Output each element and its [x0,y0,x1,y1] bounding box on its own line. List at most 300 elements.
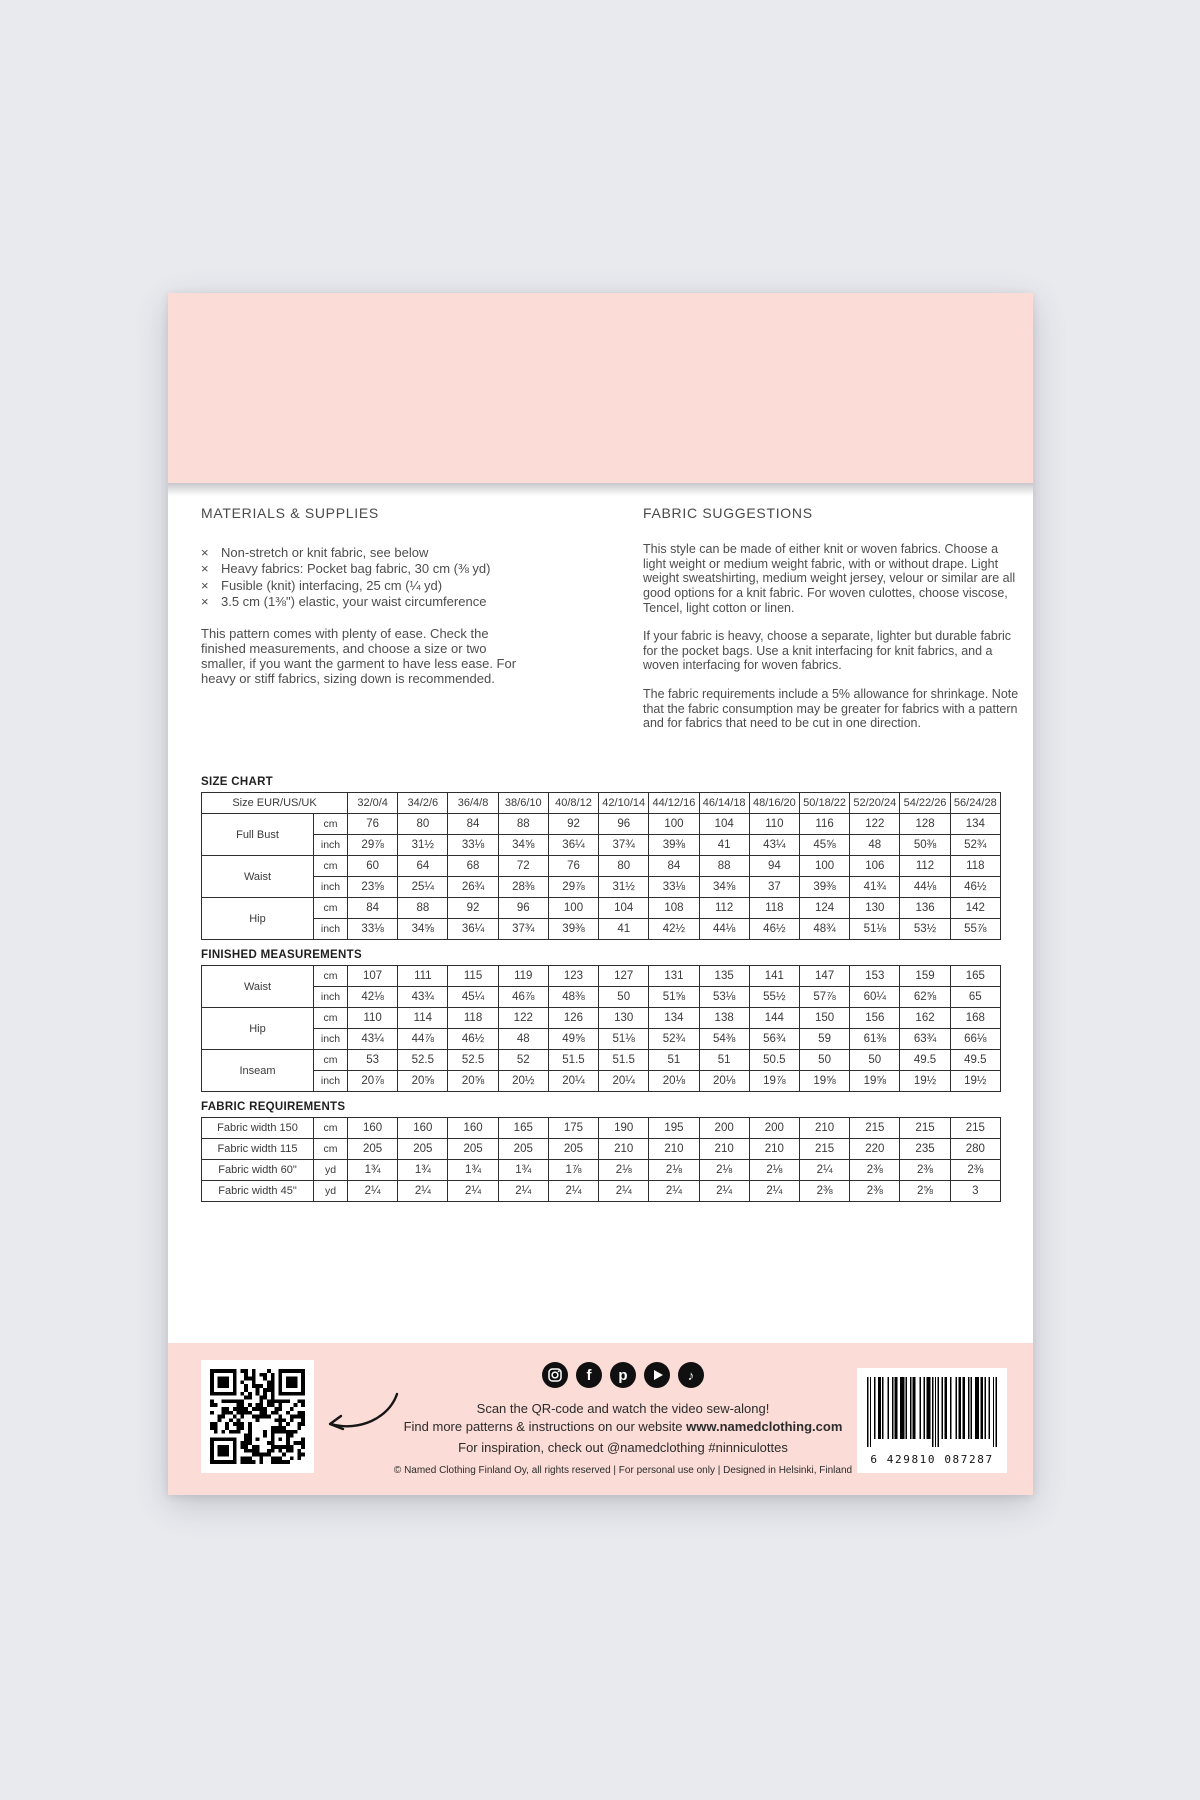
value-cell: 48 [850,835,900,856]
value-cell: 31½ [599,877,649,898]
row-label: Hip [202,898,314,940]
fabric-suggestions-title: FABRIC SUGGESTIONS [643,505,813,521]
value-cell: 53 [348,1050,398,1071]
value-cell: 200 [699,1118,749,1139]
value-cell: 160 [348,1118,398,1139]
size-column-header: 48/16/20 [749,793,799,814]
value-cell: 2⅛ [599,1160,649,1181]
value-cell: 31½ [398,835,448,856]
fabric-requirements-table [201,1117,1001,1202]
value-cell: 110 [749,814,799,835]
value-cell: 20¼ [599,1071,649,1092]
value-cell: 118 [950,856,1000,877]
table-row [202,987,1001,1008]
value-cell: 124 [799,898,849,919]
value-cell: 100 [649,814,699,835]
size-column-header: 38/6/10 [498,793,548,814]
value-cell: 210 [699,1139,749,1160]
value-cell: 51⅛ [599,1029,649,1050]
website-url: www.namedclothing.com [686,1419,843,1435]
value-cell: 122 [498,1008,548,1029]
materials-list-text: Fusible (knit) interfacing, 25 cm (¼ yd) [221,577,443,593]
value-cell: 2¼ [749,1181,799,1202]
facebook-icon [576,1362,602,1388]
row-label: Fabric width 150 [202,1118,314,1139]
value-cell: 45⅝ [799,835,849,856]
value-cell: 153 [850,966,900,987]
value-cell: 160 [398,1118,448,1139]
value-cell: 94 [749,856,799,877]
value-cell: 60¼ [850,987,900,1008]
footer-text-block [353,1362,893,1477]
value-cell: 88 [398,898,448,919]
value-cell: 39⅜ [649,835,699,856]
value-cell: 118 [448,1008,498,1029]
unit-cell: inch [314,987,348,1008]
value-cell: 45¼ [448,987,498,1008]
value-cell: 156 [850,1008,900,1029]
value-cell: 48 [498,1029,548,1050]
value-cell: 130 [850,898,900,919]
value-cell: 50⅜ [900,835,950,856]
value-cell: 2¼ [799,1160,849,1181]
value-cell: 61⅜ [850,1029,900,1050]
value-cell: 33⅛ [348,919,398,940]
value-cell: 20½ [498,1071,548,1092]
value-cell: 51⅛ [850,919,900,940]
unit-cell: cm [314,856,348,877]
value-cell: 55⅞ [950,919,1000,940]
value-cell: 49.5 [950,1050,1000,1071]
value-cell: 1¾ [398,1160,448,1181]
fabric-requirements-title: FABRIC REQUIREMENTS [201,1101,346,1113]
value-cell: 168 [950,1008,1000,1029]
value-cell: 200 [749,1118,799,1139]
value-cell: 20⅛ [649,1071,699,1092]
value-cell: 29⅞ [548,877,598,898]
fabric-paragraph: This style can be made of either knit or woven fabrics. Choose a light weight or medium weight fabric, with or without drape. Light weight sweatshirting, medium weight jersey, velour or similar are all good options for a knit fabric. For woven culottes, choose viscose, Tencel, light cotton or linen. [643,542,1016,615]
value-cell: 100 [799,856,849,877]
table-row [202,919,1001,940]
value-cell: 160 [448,1118,498,1139]
value-cell: 2⅜ [799,1181,849,1202]
value-cell: 131 [649,966,699,987]
value-cell: 138 [699,1008,749,1029]
materials-list-text: 3.5 cm (1⅜") elastic, your waist circumference [221,594,487,610]
table-row [202,877,1001,898]
unit-cell: inch [314,835,348,856]
table-row [202,814,1001,835]
instagram-icon [542,1362,568,1388]
youtube-play-glyph [654,1370,663,1380]
value-cell: 37¾ [498,919,548,940]
value-cell: 49⅝ [548,1029,598,1050]
facebook-glyph: f [586,1366,592,1384]
value-cell: 51 [649,1050,699,1071]
value-cell: 50 [799,1050,849,1071]
value-cell: 142 [950,898,1000,919]
table-row [202,1008,1001,1029]
size-column-header: 46/14/18 [699,793,749,814]
value-cell: 2¼ [548,1181,598,1202]
value-cell: 205 [448,1139,498,1160]
unit-cell: cm [314,966,348,987]
value-cell: 25¼ [398,877,448,898]
value-cell: 195 [649,1118,699,1139]
value-cell: 112 [900,856,950,877]
table-row [202,1071,1001,1092]
size-column-header: 50/18/22 [799,793,849,814]
value-cell: 123 [548,966,598,987]
value-cell: 215 [850,1118,900,1139]
materials-list-text: Heavy fabrics: Pocket bag fabric, 30 cm (⅜ yd) [221,561,491,577]
value-cell: 46½ [749,919,799,940]
bullet-marker: × [201,577,209,593]
value-cell: 46½ [950,877,1000,898]
value-cell: 128 [900,814,950,835]
materials-list-item [201,594,523,610]
value-cell: 42½ [649,919,699,940]
fabric-paragraph: The fabric requirements include a 5% allowance for shrinkage. Note that the fabric consumption may be greater for fabrics with a pattern and for fabrics that need to be cut in one direction. [643,687,1019,731]
value-cell: 57⅞ [799,987,849,1008]
finished-measurements-table [201,965,1001,1092]
value-cell: 92 [548,814,598,835]
value-cell: 50 [850,1050,900,1071]
unit-cell: inch [314,877,348,898]
value-cell: 43¾ [398,987,448,1008]
qr-code [201,1360,314,1473]
value-cell: 51.5 [599,1050,649,1071]
value-cell: 134 [950,814,1000,835]
value-cell: 235 [900,1139,950,1160]
value-cell: 175 [548,1118,598,1139]
value-cell: 220 [850,1139,900,1160]
tiktok-glyph: ♪ [687,1367,695,1383]
value-cell: 64 [398,856,448,877]
value-cell: 66⅛ [950,1029,1000,1050]
unit-cell: cm [314,1008,348,1029]
table-row [202,898,1001,919]
value-cell: 147 [799,966,849,987]
value-cell: 60 [348,856,398,877]
value-cell: 41 [599,919,649,940]
value-cell: 84 [649,856,699,877]
value-cell: 23⅝ [348,877,398,898]
social-icons-row [353,1362,893,1388]
value-cell: 107 [348,966,398,987]
table-row [202,966,1001,987]
value-cell: 46⅞ [498,987,548,1008]
bullet-marker: × [201,594,209,610]
value-cell: 190 [599,1118,649,1139]
value-cell: 49.5 [900,1050,950,1071]
table-row [202,1029,1001,1050]
pattern-envelope-back [168,293,1033,1495]
value-cell: 3 [950,1181,1000,1202]
value-cell: 205 [398,1139,448,1160]
value-cell: 165 [950,966,1000,987]
value-cell: 159 [900,966,950,987]
value-cell: 135 [699,966,749,987]
pink-footer-band [168,1343,1033,1495]
value-cell: 1¾ [348,1160,398,1181]
unit-cell: cm [314,1118,348,1139]
value-cell: 65 [950,987,1000,1008]
value-cell: 29⅞ [348,835,398,856]
value-cell: 84 [448,814,498,835]
size-chart-title: SIZE CHART [201,776,273,788]
value-cell: 76 [348,814,398,835]
materials-list-item [201,545,523,561]
value-cell: 36¼ [548,835,598,856]
value-cell: 2⅛ [699,1160,749,1181]
size-header-label: Size EUR/US/UK [202,793,348,814]
size-column-header: 40/8/12 [548,793,598,814]
value-cell: 33⅛ [448,835,498,856]
value-cell: 127 [599,966,649,987]
value-cell: 136 [900,898,950,919]
value-cell: 165 [498,1118,548,1139]
value-cell: 215 [950,1118,1000,1139]
value-cell: 62⅝ [900,987,950,1008]
value-cell: 42⅛ [348,987,398,1008]
value-cell: 26¾ [448,877,498,898]
value-cell: 2⅛ [749,1160,799,1181]
value-cell: 34⅝ [398,919,448,940]
table-row [202,856,1001,877]
table-row [202,1118,1001,1139]
bullet-marker: × [201,561,209,577]
value-cell: 104 [599,898,649,919]
value-cell: 210 [599,1139,649,1160]
value-cell: 34⅝ [498,835,548,856]
row-label: Inseam [202,1050,314,1092]
value-cell: 56¾ [749,1029,799,1050]
value-cell: 88 [699,856,749,877]
value-cell: 2⅝ [900,1181,950,1202]
value-cell: 111 [398,966,448,987]
youtube-icon [644,1362,670,1388]
materials-section [201,505,523,687]
size-column-header: 44/12/16 [649,793,699,814]
value-cell: 20⅛ [699,1071,749,1092]
value-cell: 2¼ [398,1181,448,1202]
value-cell: 162 [900,1008,950,1029]
pink-header-band [168,293,1033,483]
value-cell: 205 [548,1139,598,1160]
value-cell: 52¾ [649,1029,699,1050]
materials-title: MATERIALS & SUPPLIES [201,505,379,521]
value-cell: 112 [699,898,749,919]
table-row [202,1160,1001,1181]
unit-cell: cm [314,814,348,835]
unit-cell: yd [314,1181,348,1202]
value-cell: 51⅝ [649,987,699,1008]
value-cell: 50.5 [749,1050,799,1071]
unit-cell: inch [314,1029,348,1050]
pinterest-glyph: p [618,1366,628,1384]
table-row [202,1139,1001,1160]
size-column-header: 42/10/14 [599,793,649,814]
value-cell: 106 [850,856,900,877]
value-cell: 110 [348,1008,398,1029]
value-cell: 115 [448,966,498,987]
value-cell: 72 [498,856,548,877]
value-cell: 88 [498,814,548,835]
row-label: Full Bust [202,814,314,856]
materials-list-text: Non-stretch or knit fabric, see below [221,545,429,560]
value-cell: 76 [548,856,598,877]
value-cell: 205 [348,1139,398,1160]
value-cell: 52¾ [950,835,1000,856]
value-cell: 1⅞ [548,1160,598,1181]
table-row [202,835,1001,856]
size-column-header: 54/22/26 [900,793,950,814]
value-cell: 39⅜ [548,919,598,940]
value-cell: 141 [749,966,799,987]
value-cell: 210 [799,1118,849,1139]
materials-list-item [201,578,523,594]
finished-measurements-title: FINISHED MEASUREMENTS [201,949,362,961]
size-column-header: 52/20/24 [850,793,900,814]
value-cell: 43¼ [749,835,799,856]
value-cell: 80 [599,856,649,877]
materials-list-item [201,561,523,577]
unit-cell: cm [314,1139,348,1160]
size-column-header: 34/2/6 [398,793,448,814]
value-cell: 215 [799,1139,849,1160]
value-cell: 48¾ [799,919,849,940]
value-cell: 48⅜ [548,987,598,1008]
value-cell: 118 [749,898,799,919]
value-cell: 210 [649,1139,699,1160]
value-cell: 119 [498,966,548,987]
value-cell: 53½ [900,919,950,940]
value-cell: 52.5 [398,1050,448,1071]
value-cell: 51.5 [548,1050,598,1071]
value-cell: 20⅞ [348,1071,398,1092]
value-cell: 114 [398,1008,448,1029]
value-cell: 130 [599,1008,649,1029]
unit-cell: cm [314,1050,348,1071]
size-column-header: 56/24/28 [950,793,1000,814]
copyright-line: © Named Clothing Finland Oy, all rights reserved | For personal use only | Designed in Helsinki, Finland [393,1464,853,1476]
value-cell: 2⅜ [850,1181,900,1202]
value-cell: 205 [498,1139,548,1160]
value-cell: 59 [799,1029,849,1050]
value-cell: 126 [548,1008,598,1029]
fabric-paragraph: If your fabric is heavy, choose a separate, lighter but durable fabric for the pocket bags. Use a knit interfacing for knit fabrics, and a woven interfacing for woven fabrics. [643,629,1012,673]
value-cell: 2¼ [699,1181,749,1202]
size-column-header: 36/4/8 [448,793,498,814]
barcode-bars [867,1377,997,1447]
value-cell: 210 [749,1139,799,1160]
unit-cell: cm [314,898,348,919]
size-column-header: 32/0/4 [348,793,398,814]
value-cell: 19⅞ [749,1071,799,1092]
value-cell: 37¾ [599,835,649,856]
inspiration-line: For inspiration, check out @namedclothing #ninniculottes [458,1439,788,1455]
data-table [201,792,1001,940]
value-cell: 134 [649,1008,699,1029]
value-cell: 122 [850,814,900,835]
value-cell: 2¼ [498,1181,548,1202]
value-cell: 41 [699,835,749,856]
value-cell: 1¾ [448,1160,498,1181]
value-cell: 28⅜ [498,877,548,898]
value-cell: 63¾ [900,1029,950,1050]
barcode [857,1368,1007,1473]
ease-note: This pattern comes with plenty of ease. Check the finished measurements, and choose a size or two smaller, if you want the garment to have less ease. For heavy or stiff fabrics, sizing down is recommended. [201,625,517,687]
materials-list [201,545,523,611]
qr-code-pattern [210,1369,305,1464]
value-cell: 280 [950,1139,1000,1160]
value-cell: 19⅝ [799,1071,849,1092]
table-header-row [202,793,1001,814]
row-label: Hip [202,1008,314,1050]
value-cell: 43¼ [348,1029,398,1050]
value-cell: 104 [699,814,749,835]
value-cell: 2¼ [599,1181,649,1202]
value-cell: 44⅛ [699,919,749,940]
value-cell: 33⅛ [649,877,699,898]
value-cell: 41¾ [850,877,900,898]
row-label: Fabric width 45" [202,1181,314,1202]
measurement-tables [201,776,1001,1211]
row-label: Waist [202,966,314,1008]
value-cell: 19½ [900,1071,950,1092]
value-cell: 53⅛ [699,987,749,1008]
value-cell: 39⅜ [799,877,849,898]
instagram-glyph [548,1368,562,1382]
value-cell: 37 [749,877,799,898]
value-cell: 108 [649,898,699,919]
value-cell: 100 [548,898,598,919]
value-cell: 36¼ [448,919,498,940]
value-cell: 2⅜ [950,1160,1000,1181]
value-cell: 2⅜ [850,1160,900,1181]
unit-cell: inch [314,919,348,940]
value-cell: 80 [398,814,448,835]
value-cell: 46½ [448,1029,498,1050]
pinterest-icon [610,1362,636,1388]
value-cell: 2⅛ [649,1160,699,1181]
value-cell: 50 [599,987,649,1008]
unit-cell: yd [314,1160,348,1181]
value-cell: 55½ [749,987,799,1008]
value-cell: 34⅝ [699,877,749,898]
value-cell: 215 [900,1118,950,1139]
value-cell: 1¾ [498,1160,548,1181]
value-cell: 96 [599,814,649,835]
value-cell: 96 [498,898,548,919]
value-cell: 150 [799,1008,849,1029]
bullet-marker: × [201,545,209,560]
row-label: Fabric width 115 [202,1139,314,1160]
website-line [353,1419,893,1435]
value-cell: 52 [498,1050,548,1071]
size-chart-table [201,792,1001,940]
value-cell: 2¼ [448,1181,498,1202]
value-cell: 92 [448,898,498,919]
value-cell: 2¼ [348,1181,398,1202]
website-line-prefix: Find more patterns & instructions on our website [403,1419,687,1435]
table-row [202,1050,1001,1071]
tiktok-icon [678,1362,704,1388]
data-table [201,965,1001,1092]
value-cell: 20⅝ [448,1071,498,1092]
unit-cell: inch [314,1071,348,1092]
